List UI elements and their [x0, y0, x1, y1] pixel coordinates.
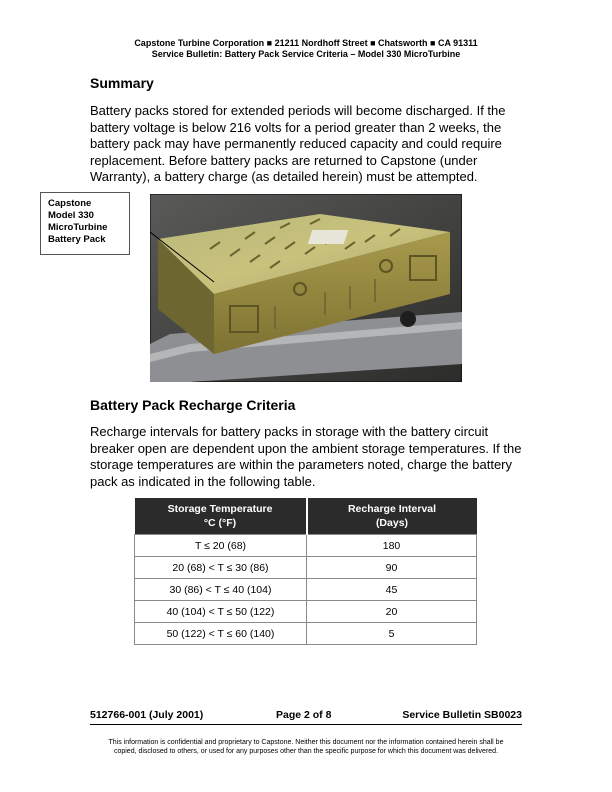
- days-cell: 45: [307, 579, 477, 601]
- header-text: Recharge Interval: [347, 503, 437, 515]
- table-row: [135, 579, 477, 601]
- photo-callout-label: [40, 192, 130, 255]
- temperature-cell: 40 (104) < T ≤ 50 (122): [135, 601, 307, 623]
- header-bulletin-title: Service Bulletin: Battery Pack Service Criteria – Model 330 MicroTurbine: [151, 49, 461, 59]
- disclaimer-line: This information is confidential and proprietary to Capstone. Neither this document nor the information contained herein shall be: [108, 739, 504, 746]
- bulletin-number: Service Bulletin SB0023: [402, 709, 522, 721]
- days-cell: 90: [307, 557, 477, 579]
- storage-temperature-header: [135, 498, 307, 535]
- temperature-cell: 50 (122) < T ≤ 60 (140): [135, 623, 307, 645]
- header-company-line: Capstone Turbine Corporation ■ 21211 Nordhoff Street ■ Chatsworth ■ CA 91311: [134, 38, 478, 48]
- document-number: 512766-001 (July 2001): [90, 709, 204, 721]
- recharge-interval-table: [134, 498, 477, 645]
- header-unit: °C (°F): [203, 517, 237, 529]
- recharge-interval-header: [307, 498, 477, 535]
- header-text: Storage Temperature: [167, 503, 273, 515]
- temperature-cell: T ≤ 20 (68): [135, 535, 307, 557]
- disclaimer-line: copied, disclosed to others, or used for any purposes other than the specific purpose for which this document was delivered.: [113, 748, 499, 755]
- table-row: [135, 601, 477, 623]
- header-unit: (Days): [375, 517, 409, 529]
- summary-paragraph: Battery packs stored for extended periods will become discharged. If the battery voltage is below 216 volts for a period greater than 2 weeks, the battery pack may have permanently reduced capacity and could require replacement. Before battery packs are returned to Capstone (under Warranty), a battery charge (as detailed herein) must be attempted.: [90, 103, 506, 184]
- recharge-criteria-heading: Battery Pack Recharge Criteria: [90, 397, 296, 413]
- summary-heading: Summary: [90, 75, 154, 91]
- callout-line: MicroTurbine: [48, 222, 108, 233]
- page-number: Page 2 of 8: [276, 709, 332, 721]
- table-row: [135, 623, 477, 645]
- recharge-paragraph: Recharge intervals for battery packs in storage with the battery circuit breaker open are dependent upon the ambient storage temperatures. If the storage temperatures are within the parameters noted, charge the battery pack as indicated in the following table.: [90, 424, 522, 489]
- callout-line: Model 330: [48, 210, 94, 221]
- temperature-cell: 30 (86) < T ≤ 40 (104): [135, 579, 307, 601]
- table-row: [135, 557, 477, 579]
- footer-bar: [90, 708, 522, 725]
- temperature-cell: 20 (68) < T ≤ 30 (86): [135, 557, 307, 579]
- confidentiality-disclaimer: [70, 738, 542, 756]
- callout-line: Capstone: [48, 198, 92, 209]
- days-cell: 180: [307, 535, 477, 557]
- callout-line: Battery Pack: [48, 234, 106, 245]
- table-header-row: [135, 498, 477, 535]
- days-cell: 20: [307, 601, 477, 623]
- table-row: [135, 535, 477, 557]
- days-cell: 5: [307, 623, 477, 645]
- battery-pack-photo: [150, 194, 462, 382]
